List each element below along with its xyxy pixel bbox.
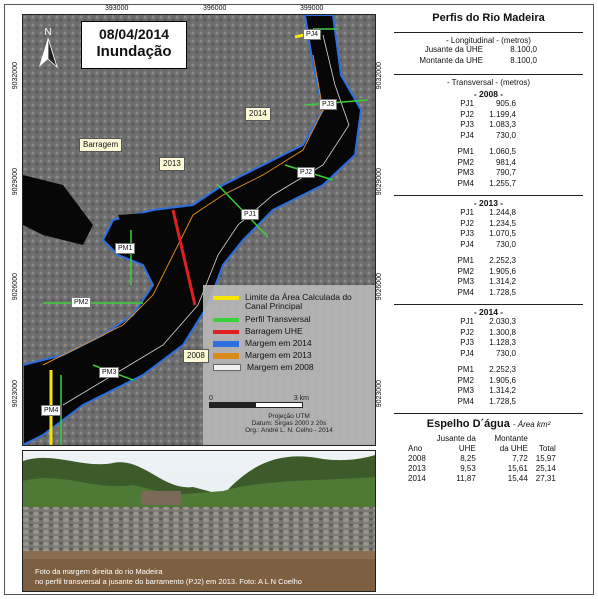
svg-text:N: N bbox=[44, 27, 52, 38]
profile-name: PM1 bbox=[457, 365, 474, 374]
profile-name: PM2 bbox=[457, 375, 474, 385]
profile-value: 1.128,3 bbox=[489, 338, 516, 347]
x-coord-label: 393000 bbox=[105, 5, 129, 12]
legend-swatch bbox=[213, 296, 239, 300]
profile-row bbox=[386, 277, 591, 288]
profile-name: PM4 bbox=[457, 287, 474, 297]
profile-row bbox=[386, 110, 591, 121]
photo-caption-line: Foto da margem direita do rio Madeira bbox=[35, 567, 163, 576]
panel-title: Perfis do Rio Madeira bbox=[432, 12, 545, 24]
profile-label-pm4: PM4 bbox=[41, 405, 61, 416]
profile-value: 981,4 bbox=[495, 157, 516, 167]
profile-name: PJ2 bbox=[460, 109, 474, 119]
legend-swatch bbox=[213, 353, 239, 359]
legend-swatch bbox=[213, 364, 241, 371]
profile-name: PJ3 bbox=[460, 229, 474, 238]
legend-item bbox=[213, 293, 373, 313]
profile-row bbox=[386, 158, 591, 169]
profile-label-pj4: PJ4 bbox=[303, 29, 321, 40]
espelho-cell: 2014 bbox=[408, 474, 426, 483]
map-title-box bbox=[81, 21, 187, 69]
profile-row bbox=[386, 99, 591, 110]
profile-label-pj3: PJ3 bbox=[319, 99, 337, 110]
y-coord-label: 9026000 bbox=[12, 273, 19, 301]
profile-name: PM2 bbox=[457, 157, 474, 167]
legend-label: Perfil Transversal bbox=[245, 314, 311, 324]
legend-label: Limite da Área Calculada do Canal Principal bbox=[245, 292, 352, 311]
profile-row bbox=[386, 240, 591, 251]
profile-row bbox=[386, 147, 591, 158]
divider bbox=[394, 74, 583, 75]
profile-value: 1.905,6 bbox=[489, 266, 516, 276]
divider bbox=[394, 32, 583, 33]
espelho-cell: 15,97 bbox=[535, 454, 556, 463]
profile-name: PM3 bbox=[457, 277, 474, 286]
profile-value: 1.314,2 bbox=[489, 277, 516, 286]
map-date: 08/04/2014 bbox=[98, 26, 170, 42]
espelho-row bbox=[404, 474, 560, 484]
legend-item bbox=[213, 338, 373, 349]
profile-value: 1.199,4 bbox=[489, 109, 516, 119]
x-coord-label: 399000 bbox=[300, 5, 324, 12]
profile-row bbox=[386, 120, 591, 131]
credit-line: Org.: André L. N. Celho - 2014 bbox=[245, 427, 333, 434]
profile-row bbox=[386, 328, 591, 339]
espelho-cell: 8,25 bbox=[460, 454, 476, 463]
longitudinal-value: 8.100,0 bbox=[510, 45, 537, 54]
photo-caption-line: no perfil transversal a jusante do barramento (PJ2) em 2013. Foto: A L N Coelho bbox=[35, 577, 302, 586]
profile-row bbox=[386, 219, 591, 230]
profile-row bbox=[386, 386, 591, 397]
legend-item bbox=[213, 326, 373, 337]
legend-item bbox=[213, 314, 373, 325]
profile-label-pm1: PM1 bbox=[115, 243, 135, 254]
espelho-header-row bbox=[404, 434, 560, 454]
label-2008: 2008 bbox=[183, 349, 209, 363]
longitudinal-label: Jusante da UHE bbox=[424, 45, 483, 54]
transversal-years bbox=[386, 89, 591, 407]
profile-name: PJ1 bbox=[460, 208, 474, 217]
profile-value: 1.234,5 bbox=[489, 218, 516, 228]
espelho-cell: 27,31 bbox=[535, 474, 556, 483]
divider bbox=[394, 413, 583, 414]
espelho-table-body bbox=[404, 454, 560, 484]
credit-line: Datum: Sirgas 2000 z 20s bbox=[251, 420, 327, 427]
north-arrow-icon bbox=[35, 25, 61, 69]
profile-name: PJ4 bbox=[460, 348, 474, 358]
profile-row bbox=[386, 397, 591, 408]
espelho-cell: 15,61 bbox=[507, 464, 528, 473]
profile-name: PJ3 bbox=[460, 338, 474, 347]
map-legend bbox=[213, 293, 373, 374]
profile-name: PM1 bbox=[457, 256, 474, 265]
legend-label: Margem em 2014 bbox=[245, 338, 312, 348]
profile-row bbox=[386, 338, 591, 349]
longitudinal-row bbox=[386, 56, 591, 67]
espelho-cell: 25,14 bbox=[535, 464, 556, 473]
profile-value: 1.728,5 bbox=[489, 287, 516, 297]
profile-value: 1.255,7 bbox=[489, 178, 516, 188]
profile-name: PJ4 bbox=[460, 239, 474, 249]
profile-name: PM4 bbox=[457, 178, 474, 188]
espelho-header: Jusante da UHE bbox=[436, 434, 476, 453]
profile-name: PJ1 bbox=[460, 99, 474, 108]
profile-label-pm3: PM3 bbox=[99, 367, 119, 378]
profile-name: PJ3 bbox=[460, 120, 474, 129]
y-coord-label: 9032000 bbox=[12, 62, 19, 90]
legend-item bbox=[213, 362, 373, 373]
espelho-header: Montante da UHE bbox=[494, 434, 528, 453]
profile-name: PJ2 bbox=[460, 218, 474, 228]
year-header: - 2013 - bbox=[473, 198, 504, 208]
credit-line: Projeção UTM bbox=[268, 413, 310, 420]
profile-row bbox=[386, 168, 591, 179]
profile-name: PM2 bbox=[457, 266, 474, 276]
profile-value: 1.083,3 bbox=[489, 120, 516, 129]
transversal-header: - Transversal - (metros) bbox=[446, 78, 531, 87]
profile-value: 1.060,5 bbox=[489, 147, 516, 156]
espelho-cell: 9,53 bbox=[460, 464, 476, 473]
longitudinal-label: Montante da UHE bbox=[419, 55, 483, 65]
espelho-header: Total bbox=[538, 444, 556, 453]
profile-row bbox=[386, 317, 591, 328]
longitudinal-header: - Longitudinal - (metros) bbox=[446, 36, 531, 45]
year-header: - 2008 - bbox=[473, 89, 504, 99]
profile-name: PJ2 bbox=[460, 327, 474, 337]
espelho-title-text: Espelho D´água bbox=[426, 418, 510, 430]
legend-swatch bbox=[213, 330, 239, 334]
profile-value: 730,0 bbox=[495, 239, 516, 249]
map-canvas bbox=[23, 15, 375, 445]
profile-name: PM3 bbox=[457, 386, 474, 395]
profile-name: PJ4 bbox=[460, 130, 474, 140]
photo-caption bbox=[35, 567, 302, 587]
profile-value: 1.728,5 bbox=[489, 396, 516, 406]
profile-value: 2.252,3 bbox=[489, 256, 516, 265]
profile-row bbox=[386, 349, 591, 360]
profile-value: 1.070,5 bbox=[489, 229, 516, 238]
espelho-row bbox=[404, 464, 560, 474]
profile-value: 730,0 bbox=[495, 348, 516, 358]
map-credit bbox=[219, 413, 359, 434]
espelho-header: Ano bbox=[408, 444, 423, 453]
label-2014: 2014 bbox=[245, 107, 271, 121]
espelho-cell: 2008 bbox=[408, 454, 426, 463]
profile-value: 2.252,3 bbox=[489, 365, 516, 374]
profile-row bbox=[386, 288, 591, 299]
profile-value: 790,7 bbox=[495, 168, 516, 177]
label-2013: 2013 bbox=[159, 157, 185, 171]
profile-row bbox=[386, 365, 591, 376]
scale-end: 3 km bbox=[293, 395, 309, 402]
divider bbox=[394, 195, 583, 196]
profile-value: 905.6 bbox=[495, 99, 516, 108]
espelho-row bbox=[404, 454, 560, 464]
scale-start: 0 bbox=[209, 395, 213, 402]
divider bbox=[394, 304, 583, 305]
label-barragem: Barragem bbox=[79, 138, 122, 152]
y-coord-label: 9026000 bbox=[376, 273, 383, 301]
legend-label: Barragem UHE bbox=[245, 326, 303, 336]
profile-row bbox=[386, 229, 591, 240]
legend-item bbox=[213, 350, 373, 361]
profile-name: PM4 bbox=[457, 396, 474, 406]
legend-label: Margem em 2013 bbox=[245, 350, 312, 360]
profile-value: 1.300,8 bbox=[489, 327, 516, 337]
map-panel bbox=[22, 14, 376, 446]
y-coord-label: 9023000 bbox=[376, 380, 383, 408]
y-coord-label: 9023000 bbox=[12, 380, 19, 408]
espelho-cell: 7,72 bbox=[512, 454, 528, 463]
profile-row bbox=[386, 179, 591, 190]
x-coord-label: 396000 bbox=[203, 5, 227, 12]
profile-label-pj1: PJ1 bbox=[241, 209, 259, 220]
espelho-cell: 2013 bbox=[408, 464, 426, 473]
legend-swatch bbox=[213, 318, 239, 322]
profile-label-pj2: PJ2 bbox=[297, 167, 315, 178]
legend-swatch bbox=[213, 341, 239, 347]
profile-label-pm2: PM2 bbox=[71, 297, 91, 308]
profile-row bbox=[386, 376, 591, 387]
year-header: - 2014 - bbox=[473, 307, 504, 317]
profile-value: 730,0 bbox=[495, 130, 516, 140]
profile-name: PM3 bbox=[457, 168, 474, 177]
y-coord-label: 9029000 bbox=[376, 168, 383, 196]
longitudinal-value: 8.100,0 bbox=[510, 55, 537, 65]
profile-value: 1.244,8 bbox=[489, 208, 516, 217]
scale-bar bbox=[209, 395, 319, 408]
legend-label: Margem em 2008 bbox=[247, 362, 314, 372]
profile-value: 1.905,6 bbox=[489, 375, 516, 385]
y-coord-label: 9029000 bbox=[12, 168, 19, 196]
profile-row bbox=[386, 131, 591, 142]
profile-value: 1.314,2 bbox=[489, 386, 516, 395]
profile-name: PJ1 bbox=[460, 317, 474, 326]
espelho-cell: 11,87 bbox=[456, 474, 476, 483]
y-coord-label: 9032000 bbox=[376, 62, 383, 90]
map-title: Inundação bbox=[96, 43, 172, 60]
profile-value: 2.030,3 bbox=[489, 317, 516, 326]
espelho-cell: 15,44 bbox=[507, 474, 528, 483]
profiles-panel bbox=[386, 6, 591, 484]
espelho-table bbox=[404, 434, 560, 484]
profile-row bbox=[386, 256, 591, 267]
longitudinal-row bbox=[386, 45, 591, 56]
profile-row bbox=[386, 267, 591, 278]
riverbank-photo bbox=[22, 450, 376, 592]
espelho-unit: - Área km² bbox=[512, 420, 551, 429]
profile-row bbox=[386, 208, 591, 219]
profile-name: PM1 bbox=[457, 147, 474, 156]
espelho-title bbox=[386, 418, 591, 430]
